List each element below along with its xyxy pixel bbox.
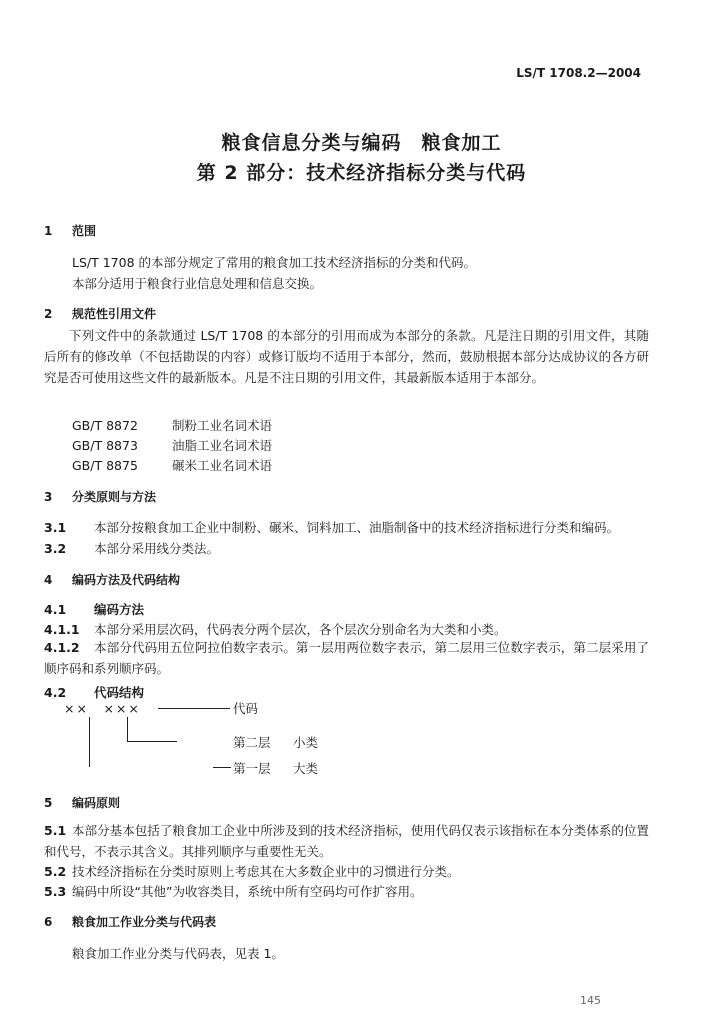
section-title: 范围 [72,224,97,238]
section-3-heading [44,488,156,505]
section-number: 2 [44,307,53,321]
section-title: 分类原则与方法 [72,490,157,504]
clause-text: 编码中所设“其他”为收容类目，系统中所有空码均可作扩容用。 [72,884,423,899]
clause-number: 3.2 [44,541,67,556]
section-2-paragraph: 下列文件中的条款通过 LS/T 1708 的本部分的引用而成为本部分的条款。凡是注日期的引用文件，其随后所有的修改单（不包括勘误的内容）或修订版均不适用于本部分，然而，鼓励根据本部分达成协议的各方研究是否可使用这些文件的最新版本。凡是不注日期的引用文件，其最新版本适用于本部分。 [44,328,649,385]
clause-number: 4.1.1 [44,622,80,637]
clause-number: 4.1.2 [44,640,80,655]
reference-code: GB/T 8875 [72,458,138,473]
section-6-heading [44,913,216,930]
clause-text: 本部分采用层次码，代码表分两个层次，各个层次分别命名为大类和小类。 [94,622,507,637]
standard-number: LS/T 1708.2—2004 [516,66,641,80]
clause-number: 5.2 [44,864,67,879]
section-title: 编码原则 [72,796,121,810]
section-title: 规范性引用文件 [72,307,157,321]
reference-code: GB/T 8872 [72,418,138,433]
level2-class: 小类 [293,735,319,750]
level1-leader-line [213,767,231,768]
section-title: 编码方法及代码结构 [72,573,181,587]
clause-4-1 [44,600,144,618]
section-1-paragraph-1: LS/T 1708 的本部分规定了常用的粮食加工技术经济指标的分类和代码。 [72,255,477,270]
clause-number: 3.1 [44,520,67,535]
reference-item [72,436,272,454]
section-number: 3 [44,490,53,504]
clause-5-3 [44,882,422,900]
clause-text: 本部分基本包括了粮食加工企业中所涉及到的技术经济指标，使用代码仅表示该指标在本分类体系的位置和代号，不表示其含义。其排列顺序与重要性无关。 [44,823,649,859]
clause-5-1 [44,820,649,862]
clause-number: 4.1 [44,602,67,617]
code-pattern: ×× ××× [64,701,141,716]
clause-3-1 [44,518,619,536]
code-leader-line [158,708,230,709]
clause-text: 本部分代码用五位阿拉伯数字表示。第一层用两位数字表示，第二层用三位数字表示，第二层采用了顺序码和系列顺序码。 [44,640,649,676]
clause-3-2 [44,539,219,557]
page-number: 145 [580,994,601,1007]
clause-5-2 [44,862,460,880]
document-title-line1: 粮食信息分类与编码 粮食加工 [221,132,502,154]
clause-4-1-1 [44,620,507,638]
section-number: 4 [44,573,53,587]
clause-title: 编码方法 [94,602,145,617]
level2-label: 第二层 [233,735,271,750]
level1-label: 第一层 [233,761,271,776]
document-title-line2: 第 2 部分：技术经济指标分类与代码 [196,162,527,184]
clause-text: 本部分按粮食加工企业中制粉、碾米、饲料加工、油脂制备中的技术经济指标进行分类和编码。 [94,520,620,535]
section-number: 5 [44,796,53,810]
section-number: 1 [44,224,53,238]
reference-item [72,416,272,434]
section-5-heading [44,794,120,811]
reference-name: 制粉工业名词术语 [172,418,273,433]
section-title: 粮食加工作业分类与代码表 [72,915,217,929]
clause-4-1-2 [44,637,649,679]
level2-horizontal-line [127,741,177,742]
section-1-heading [44,222,96,239]
clause-number: 4.2 [44,685,67,700]
clause-title: 代码结构 [94,685,145,700]
clause-number: 5.1 [44,823,67,838]
clause-number: 5.3 [44,884,67,899]
clause-text: 本部分采用线分类法。 [94,541,220,556]
reference-name: 碾米工业名词术语 [172,458,273,473]
reference-name: 油脂工业名词术语 [172,438,273,453]
section-1-paragraph-2: 本部分适用于粮食行业信息处理和信息交换。 [72,276,323,291]
level1-spacer [89,767,229,768]
level1-class: 大类 [293,761,319,776]
level2-vertical-line [127,717,128,741]
section-4-heading [44,571,180,588]
clause-text: 技术经济指标在分类时原则上考虑其在大多数企业中的习惯进行分类。 [72,864,460,879]
reference-code: GB/T 8873 [72,438,138,453]
section-2-heading [44,305,156,322]
level1-vertical-line [89,717,90,767]
section-number: 6 [44,915,53,929]
section-6-paragraph: 粮食加工作业分类与代码表，见表 1。 [72,946,284,961]
code-label: 代码 [233,701,259,716]
reference-item [72,456,272,474]
